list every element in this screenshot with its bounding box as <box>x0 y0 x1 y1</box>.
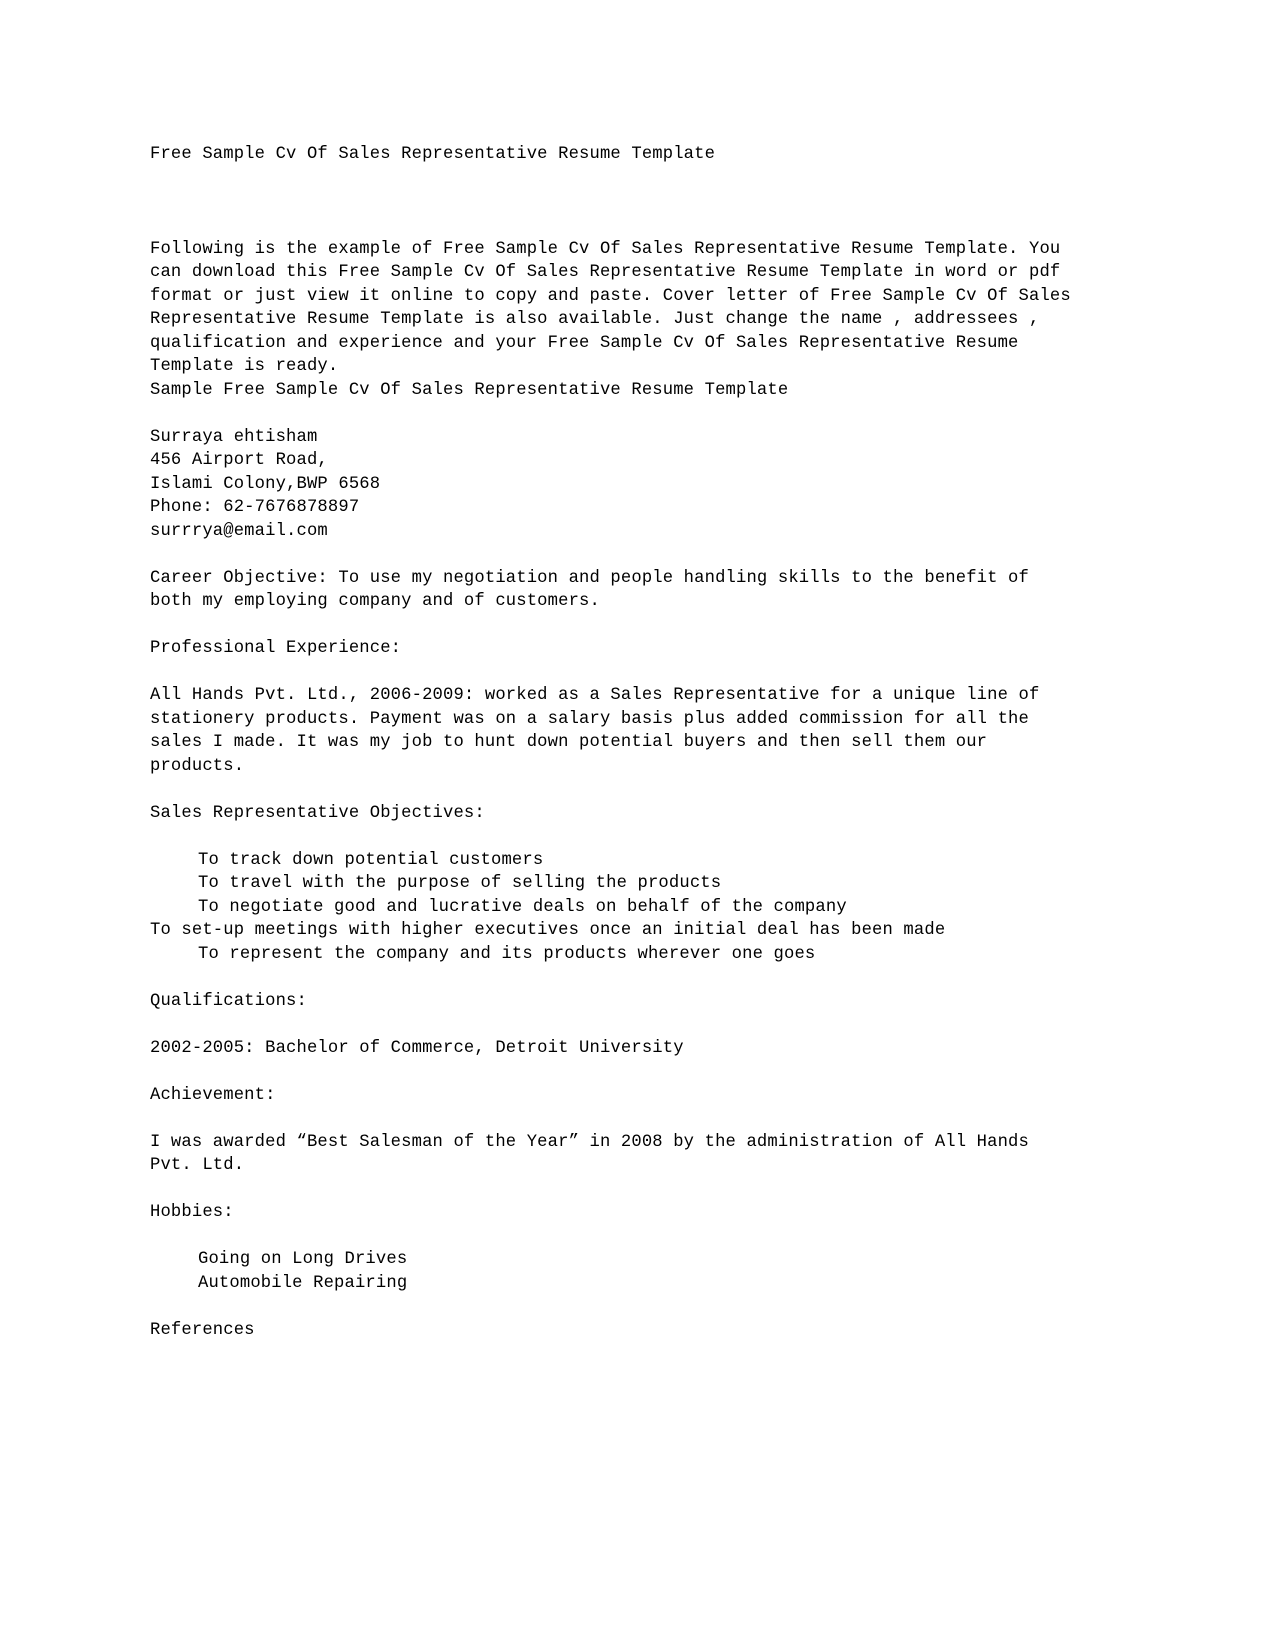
page-title: Free Sample Cv Of Sales Representative Resume Template <box>150 145 716 164</box>
sample-heading: Sample Free Sample Cv Of Sales Representative Resume Template <box>150 380 789 400</box>
contact-phone: Phone: 62-7676878897 <box>150 498 360 517</box>
career-objective: Career Objective: To use my negotiation and people handling skills to the benefit of both my employing company and of customers. <box>150 568 1040 611</box>
list-item: To negotiate good and lucrative deals on behalf of the company <box>198 897 847 917</box>
list-item: To track down potential customers <box>198 850 544 870</box>
document-body <box>150 143 1080 1342</box>
qualifications-heading: Qualifications: <box>150 991 307 1011</box>
contact-city-zip: Islami Colony,BWP 6568 <box>150 474 381 494</box>
professional-experience-heading: Professional Experience: <box>150 639 402 658</box>
achievement-heading: Achievement: <box>150 1085 276 1105</box>
list-item: Going on Long Drives <box>198 1250 408 1269</box>
spacer-6 <box>150 825 1080 849</box>
references-heading: References <box>150 1320 255 1340</box>
spacer-12 <box>150 1225 1080 1249</box>
spacer-3 <box>150 614 1080 638</box>
contact-email: surrrya@email.com <box>150 521 328 541</box>
qualifications-entry: 2002-2005: Bachelor of Commerce, Detroit University <box>150 1038 684 1058</box>
spacer-5 <box>150 778 1080 802</box>
hobbies-heading: Hobbies: <box>150 1203 234 1222</box>
objectives-heading: Sales Representative Objectives: <box>150 803 485 823</box>
achievement-entry: I was awarded “Best Salesman of the Year” in 2008 by the administration of All Hands Pvt. Ltd. <box>150 1132 1040 1175</box>
contact-street: 456 Airport Road, <box>150 451 328 470</box>
list-item: To set-up meetings with higher executives once an initial deal has been made <box>150 921 946 940</box>
spacer-10 <box>150 1107 1080 1131</box>
spacer-1 <box>150 402 1080 426</box>
list-item: To travel with the purpose of selling the products <box>198 874 722 893</box>
spacer-9 <box>150 1060 1080 1084</box>
spacer-2 <box>150 543 1080 567</box>
contact-name: Surraya ehtisham <box>150 427 318 447</box>
spacer-11 <box>150 1178 1080 1202</box>
list-item: To represent the company and its products wherever one goes <box>198 944 816 964</box>
professional-experience-entry: All Hands Pvt. Ltd., 2006-2009: worked as a Sales Representative for a unique line of stationery products. Payment was on a salary basis plus added commission for all the sales I made. It was my job to hunt down potential buyers and then sell them our products. <box>150 686 1050 776</box>
spacer-4 <box>150 661 1080 685</box>
list-item: Automobile Repairing <box>198 1273 408 1293</box>
spacer-8 <box>150 1013 1080 1037</box>
spacer-7 <box>150 966 1080 990</box>
intro-paragraph: Following is the example of Free Sample Cv Of Sales Representative Resume Template. You can download this Free Sample Cv Of Sales Representative Resume Template in word or pdf format or just view it online to copy and paste. Cover letter of Free Sample Cv Of Sales Representative Resume Template is also available. Just change the name , addressees , qualification and experience and your Free Sample Cv Of Sales Representative Resume Template is ready. <box>150 239 1082 376</box>
spacer-13 <box>150 1295 1080 1319</box>
spacer-after-title <box>150 167 1080 238</box>
